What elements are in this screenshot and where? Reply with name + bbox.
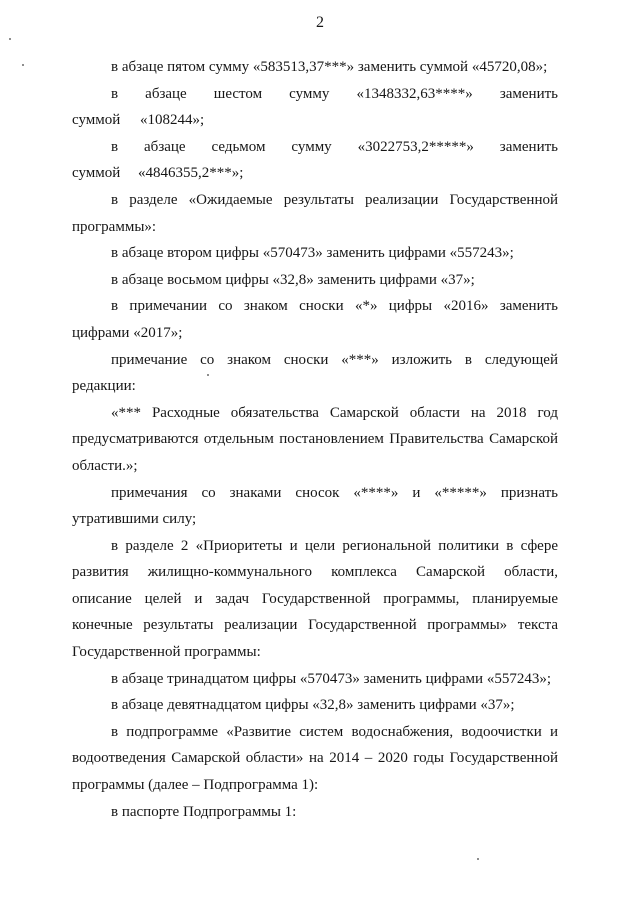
- paragraph-13: в абзаце девятнадцатом цифры «32,8» заменить цифрами «37»;: [111, 697, 515, 714]
- scan-speck: [207, 374, 209, 376]
- paragraph-12: в абзаце тринадцатом цифры «570473» заменить цифрами «557243»;: [111, 670, 551, 687]
- paragraph-11: в разделе 2 «Приоритеты и цели региональной политики в сфере развития жилищно-коммунального комплекса Самарской области, описание целей и задач Государственной программы, планируемые конечные результаты реализации Государственной программы» текста Государственной программы:: [72, 537, 558, 661]
- paragraph-10: примечания со знаками сносок «****» и «*****» признать утратившими силу;: [72, 484, 558, 528]
- paragraph-7: в примечании со знаком сноски «*» цифры «2016» заменить цифрами «2017»;: [72, 298, 558, 341]
- scan-speck: [477, 858, 479, 860]
- paragraph-8: примечание со знаком сноски «***» изложить в следующей редакции:: [72, 351, 558, 395]
- paragraph-5: в абзаце втором цифры «570473» заменить цифрами «557243»;: [111, 245, 514, 262]
- paragraph-9: «*** Расходные обязательства Самарской области на 2018 год предусматриваются отдельным постановлением Правительства Самарской области.»;: [72, 404, 558, 474]
- paragraph-3: в абзаце седьмом сумму «3022753,2*****» заменить суммой «4846355,2***»;: [72, 138, 558, 182]
- paragraph-4: в разделе «Ожидаемые результаты реализации Государственной программы»:: [72, 191, 558, 235]
- paragraph-2: в абзаце шестом сумму «1348332,63****» заменить суммой «108244»;: [72, 85, 558, 129]
- paragraph-15: в паспорте Подпрограммы 1:: [111, 803, 297, 820]
- paragraph-1: в абзаце пятом сумму «583513,37***» заменить суммой «45720,08»;: [111, 59, 548, 75]
- paragraph-14: в подпрограмме «Развитие систем водоснабжения, водоочистки и водоотведения Самарской области» на 2014 – 2020 годы Государственной программы (далее – Подпрограмма 1):: [72, 723, 558, 794]
- scan-speck: [22, 64, 24, 66]
- scan-speck: [9, 38, 11, 40]
- document-body: [72, 54, 558, 825]
- page-number: 2: [316, 14, 324, 31]
- paragraph-6: в абзаце восьмом цифры «32,8» заменить цифрами «37»;: [111, 271, 475, 288]
